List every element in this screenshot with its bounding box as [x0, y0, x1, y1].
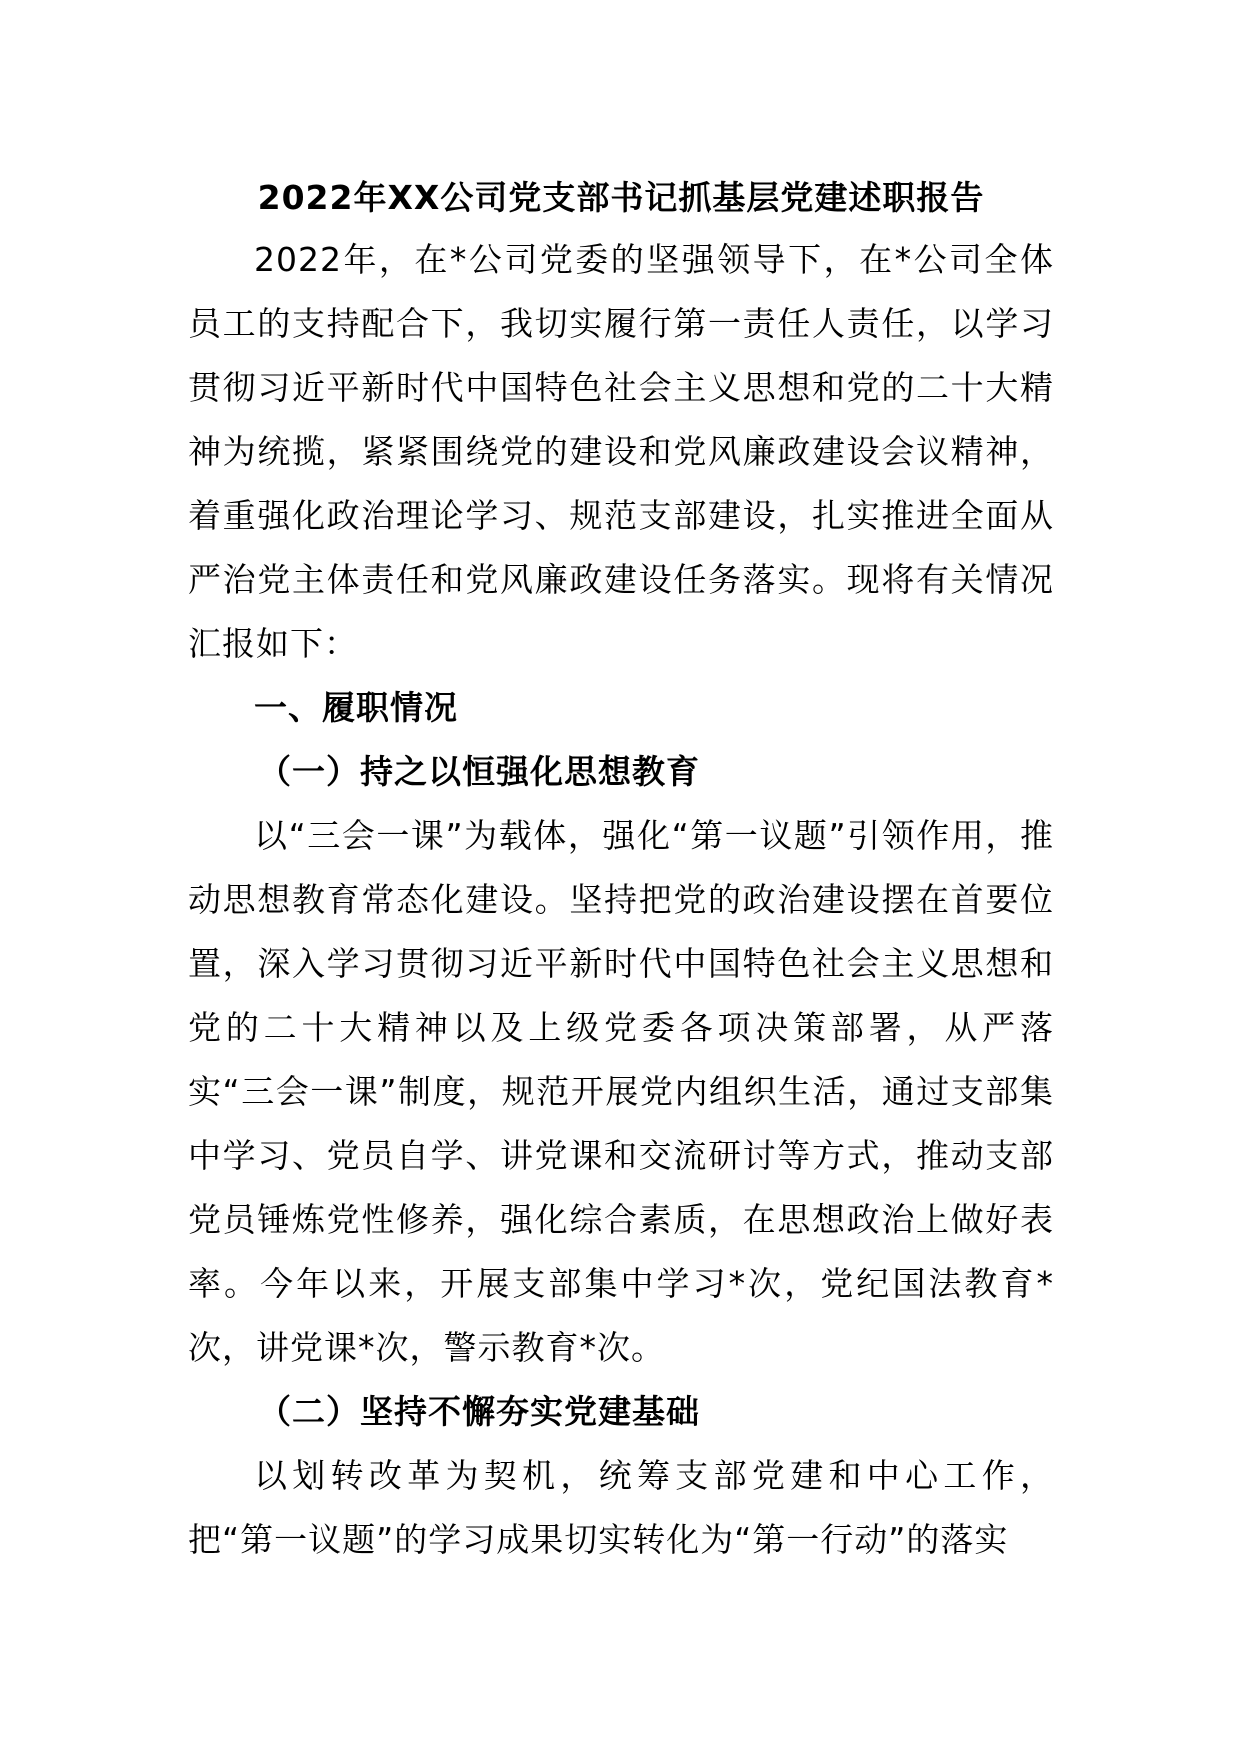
document-title: 2022年XX公司党支部书记抓基层党建述职报告: [257, 178, 985, 217]
subsection-heading-1: （一）持之以恒强化思想教育: [258, 752, 700, 791]
subsection-1-paragraph: 以“三会一课”为载体，强化“第一议题”引领作用，推动思想教育常态化建设。坚持把党的政治建设摆在首要位置，深入学习贯彻习近平新时代中国特色社会主义思想和党的二十大精神以及上级党委各项决策部署，从严落实“三会一课”制度，规范开展党内组织生活，通过支部集中学习、党员自学、讲党课和交流研讨等方式，推动支部党员锤炼党性修养，强化综合素质，在思想政治上做好表率。今年以来，开展支部集中学习*次，党纪国法教育*次，讲党课*次，警示教育*次。: [188, 816, 1054, 1367]
section-heading-1: 一、履职情况: [254, 688, 458, 727]
subsection-heading-2: （二）坚持不懈夯实党建基础: [258, 1392, 700, 1431]
intro-paragraph: 2022年，在*公司党委的坚强领导下，在*公司全体员工的支持配合下，我切实履行第一责任人责任，以学习贯彻习近平新时代中国特色社会主义思想和党的二十大精神为统揽，紧紧围绕党的建设和党风廉政建设会议精神，着重强化政治理论学习、规范支部建设，扎实推进全面从严治党主体责任和党风廉政建设任务落实。现将有关情况汇报如下：: [188, 240, 1054, 663]
document-page: [188, 170, 1054, 1572]
subsection-2-paragraph: 以划转改革为契机，统筹支部党建和中心工作，把“第一议题”的学习成果切实转化为“第一行动”的落实: [188, 1456, 1054, 1559]
